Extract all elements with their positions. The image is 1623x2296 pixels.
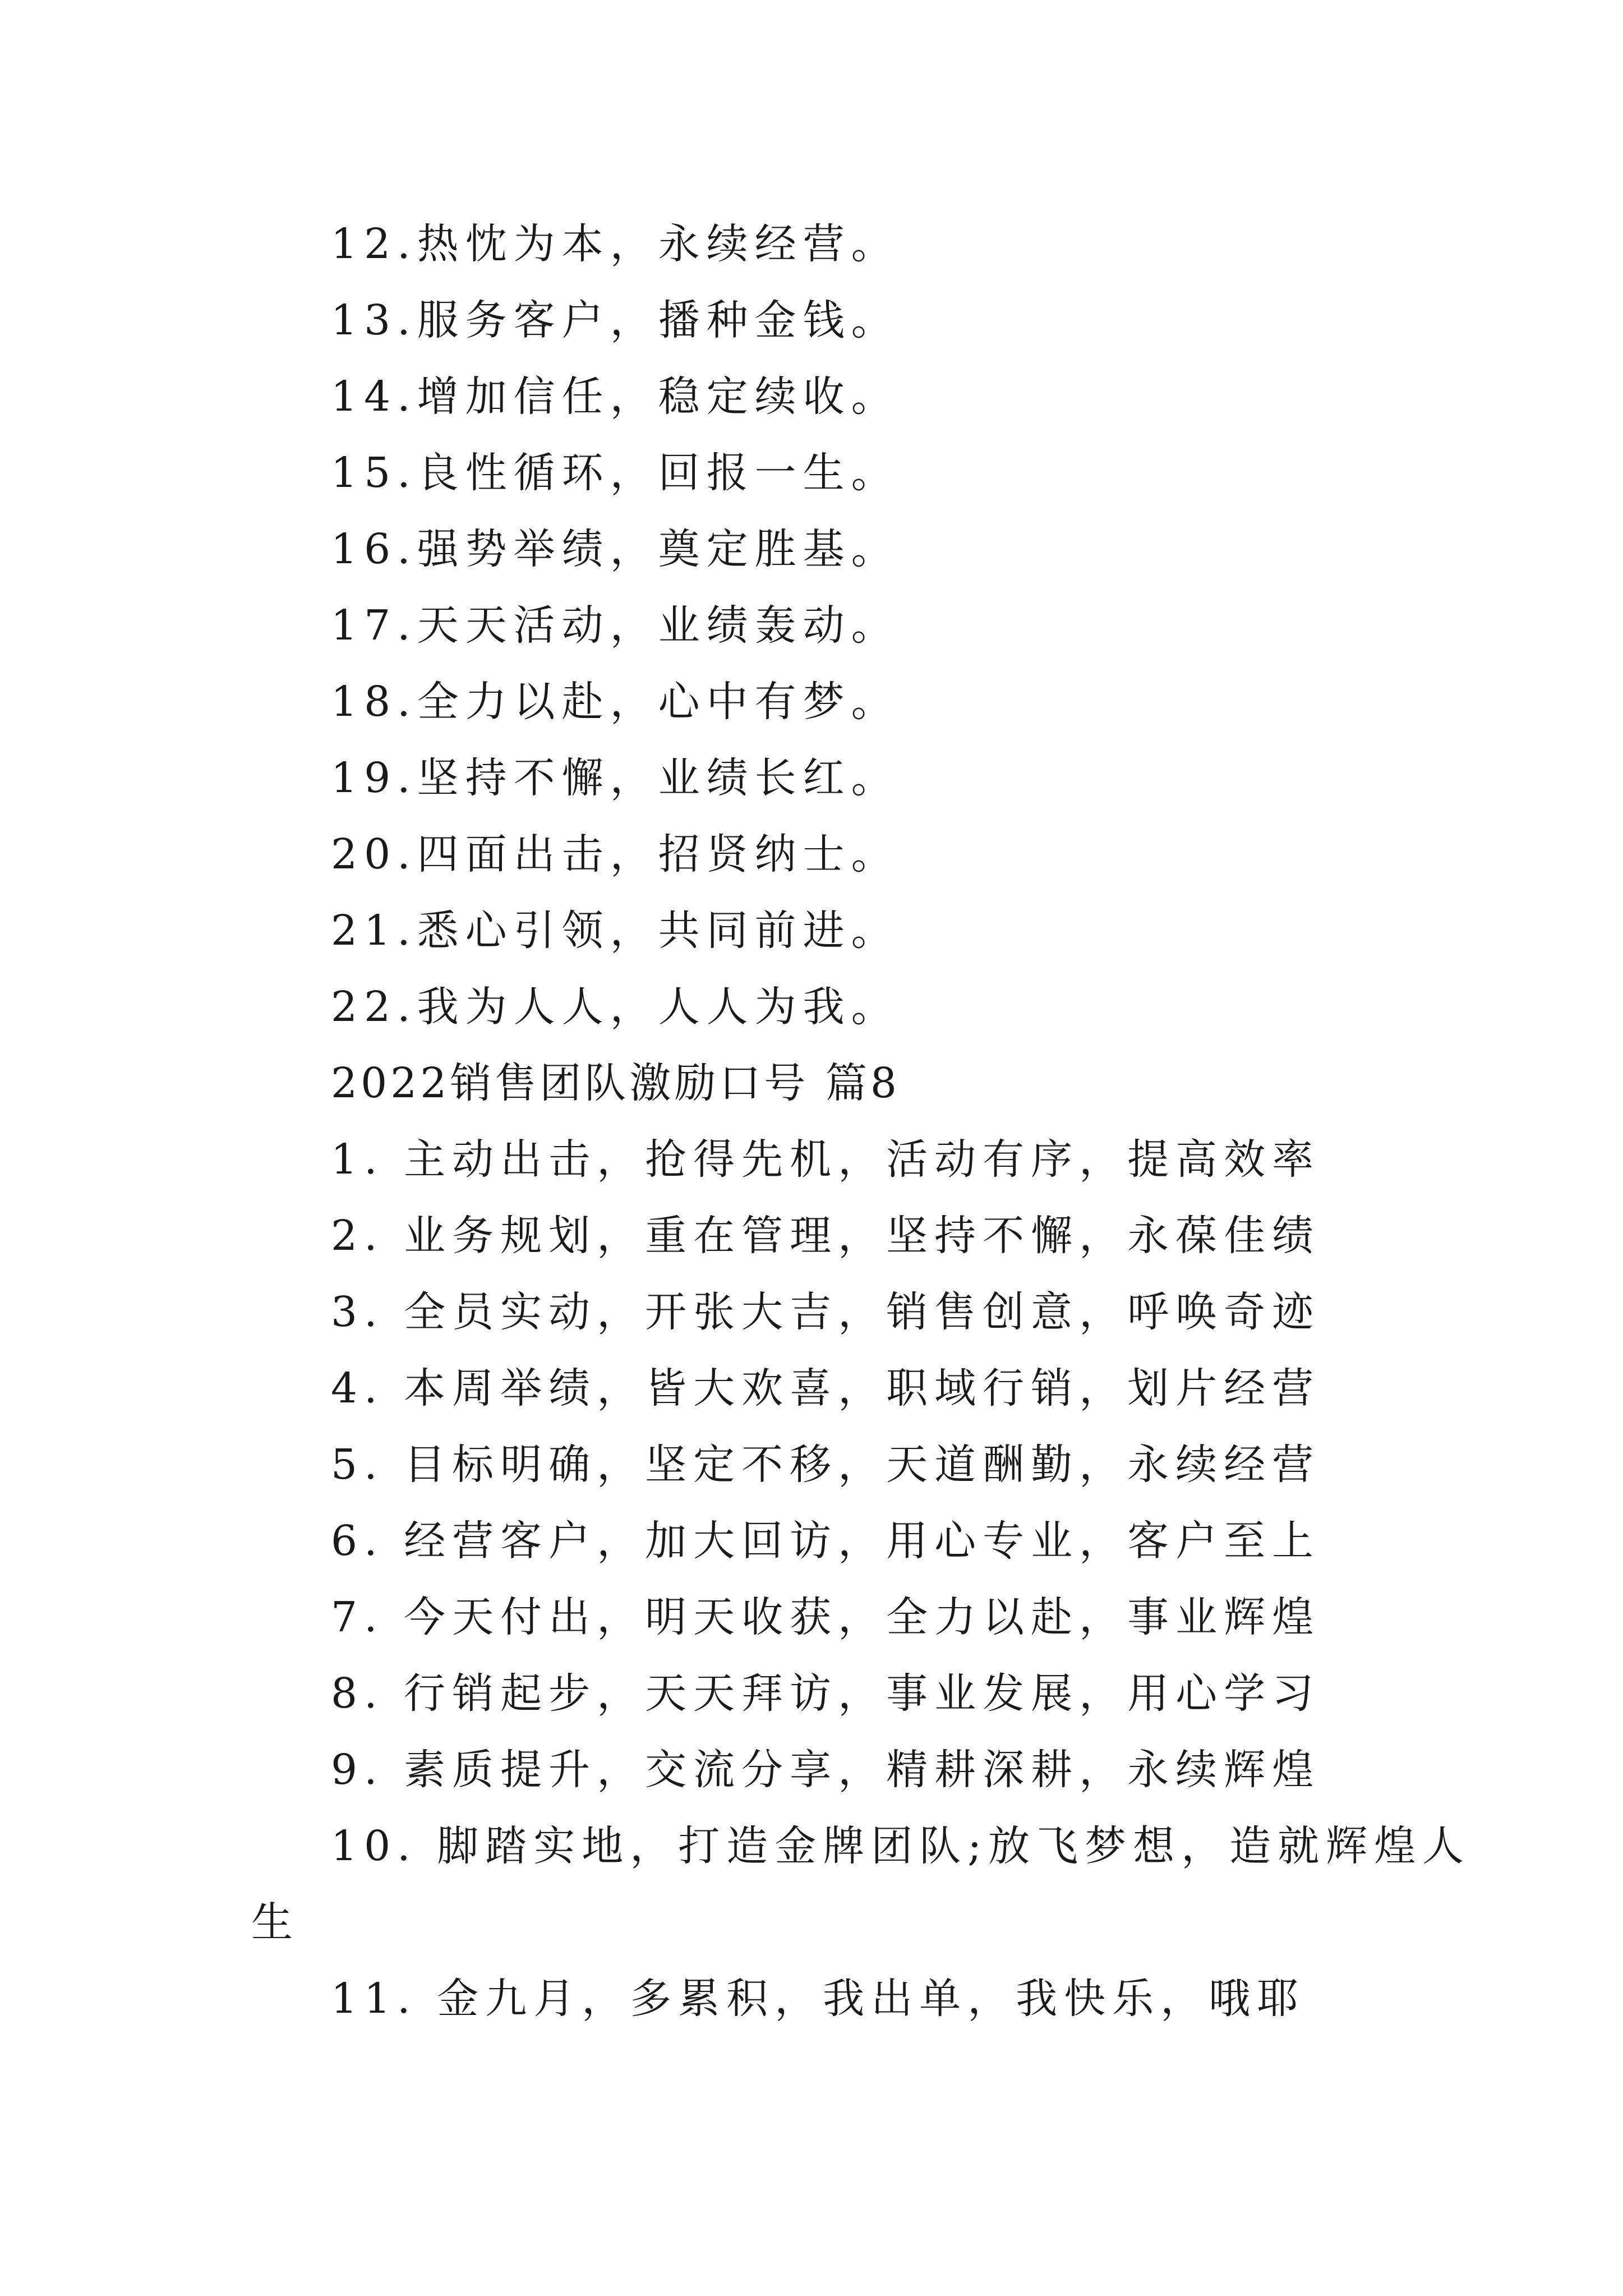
slogan-item-10-continuation: 生 (251, 1898, 299, 1947)
slogan-item-12: 12.热忱为本，永续经营。 (331, 220, 900, 268)
slogan-item-14: 14.增加信任，稳定续收。 (331, 372, 900, 421)
slogan-item-8: 8. 行销起步，天天拜访，事业发展，用心学习 (331, 1669, 1321, 1718)
slogan-item-10: 10. 脚踏实地，打造金牌团队;放飞梦想，造就辉煌人 (331, 1822, 1471, 1870)
slogan-item-4: 4. 本周举绩，皆大欢喜，职域行销，划片经营 (331, 1364, 1321, 1412)
slogan-item-17: 17.天天活动，业绩轰动。 (331, 601, 900, 650)
slogan-item-3: 3. 全员实动，开张大吉，销售创意，呼唤奇迹 (331, 1288, 1321, 1336)
slogan-item-21: 21.悉心引领，共同前进。 (331, 907, 900, 955)
slogan-item-9: 9. 素质提升，交流分享，精耕深耕，永续辉煌 (331, 1746, 1321, 1794)
slogan-item-15: 15.良性循环，回报一生。 (331, 449, 900, 497)
slogan-item-6: 6. 经营客户，加大回访，用心专业，客户至上 (331, 1517, 1321, 1565)
slogan-item-18: 18.全力以赴，心中有梦。 (331, 678, 900, 726)
slogan-item-5: 5. 目标明确，坚定不移，天道酬勤，永续经营 (331, 1441, 1321, 1489)
slogan-item-7: 7. 今天付出，明天收获，全力以赴，事业辉煌 (331, 1593, 1321, 1641)
slogan-item-20: 20.四面出击，招贤纳士。 (331, 830, 900, 878)
slogan-item-11: 11. 金九月，多累积，我出单，我快乐，哦耶 (331, 1975, 1306, 2023)
slogan-item-22: 22.我为人人，人人为我。 (331, 983, 900, 1031)
section-heading: 2022销售团队激励口号 篇8 (331, 1059, 900, 1107)
slogan-item-2: 2. 业务规划，重在管理，坚持不懈，永葆佳绩 (331, 1212, 1321, 1260)
slogan-item-1: 1. 主动出击，抢得先机，活动有序，提高效率 (331, 1135, 1321, 1184)
slogan-item-16: 16.强势举绩，奠定胜基。 (331, 525, 900, 573)
slogan-item-13: 13.服务客户，播种金钱。 (331, 296, 900, 344)
slogan-item-19: 19.坚持不懈，业绩长红。 (331, 754, 900, 802)
